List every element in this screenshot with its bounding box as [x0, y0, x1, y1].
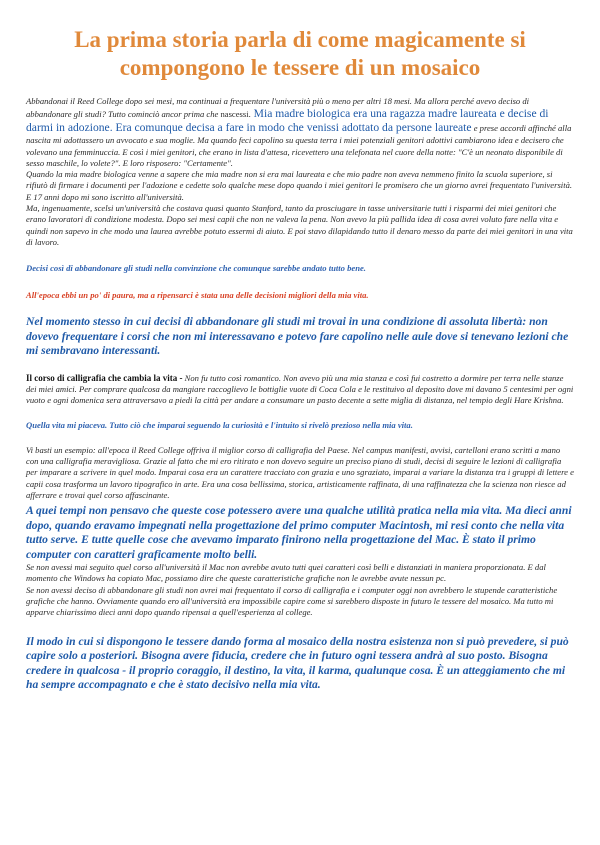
intro-text: Abbandonai il Reed College dopo sei mesi, ma continuai a frequentare l'università più o meno per altri 18 mesi. Ma allora perché avevo deciso di abbandonare gli studi? Tutto cominciò ancor prima che	[26, 96, 530, 120]
quote-freedom: Nel momento stesso in cui decisi di abbandonare gli studi mi trovai in una condizione di assoluta libertà: non dovevo frequentare i corsi che non mi interessavano e potevo fare capolino nelle aule dove si tenevano lezioni che mi sembravano interessanti.	[26, 315, 569, 358]
quote-trust: Il modo in cui si dispongono le tessere dando forma al mosaico della nostra esistenza non si può prevedere, si può capire solo a posteriori. Bisogna avere fiducia, credere che in futuro ogni tessera andrà al suo posto. Bisogna credere in qualcosa - il proprio coraggio, il destino, la vita, il karma, qualunque cosa. È un atteggiamento che mi ha sempre accompagnato e che è stato decisivo nella mia vita.	[26, 634, 569, 692]
intro-highlight: Mia madre biologica era una ragazza madre laureata e decise di darmi in adozione. Era comunque decisa a fare in modo che venissi adottato da persone laureate	[26, 107, 549, 135]
calligraphy-intro-text: Non fu tutto così romantico. Non avevo più una mia stanza e così fui costretto a dormire per terra nelle stanze dei miei amici. Per comprare qualcosa da mangiare raccoglievo le bottiglie vuote di Coca Cola e le restituivo al deposito dove mi davano 5 centesimi per ogni vuoto e ogni domenica sera attraversavo a piedi la città per andare a consumare un pasto decente a sette miglia di distanza, nel tempio degli Hare Krishna.	[26, 372, 574, 406]
paragraph-intro	[26, 96, 574, 169]
quote-fear: All'epoca ebbi un po' di paura, ma a ripensarci è stata una delle decisioni migliori della mia vita.	[26, 290, 369, 301]
section-title: Il corso di calligrafia che cambia la vita -	[26, 372, 183, 383]
paragraph-university-cost: Ma, ingenuamente, scelsi un'università che costava quasi quanto Stanford, tanto da prosciugare in tasse universitarie tutti i risparmi dei miei genitori che erano lavoratori di condizione modesta. Dopo sei mesi capii che non ne valeva la pena. Non avevo la più pallida idea di cosa avrei voluto fare nella vita e quindi non sapevo in che modo una laurea avrebbe potuto essermi di aiuto. E poi stavo dilapidando tutto il denaro messo da parte dei miei genitori in una vita di lavoro.	[26, 203, 573, 247]
paragraph-mac-fonts: Se non avessi mai seguito quel corso all'università il Mac non avrebbe avuto tutti quei caratteri così belli e distanziati in maniera proporzionata. E dal momento che Windows ha copiato Mac, possiamo dire che queste caratteristiche grafiche non le avrebbe avute nessun pc.	[26, 562, 546, 584]
paragraph-calligraphy-intro	[26, 373, 574, 407]
quote-decision: Decisi così di abbandonare gli studi nella convinzione che comunque sarebbe andato tutto bene.	[26, 263, 366, 274]
document-title: La prima storia parla di come magicamente si compongono le tessere di un mosaico	[74, 27, 526, 80]
intro-text-continued: e prese accordi affinché alla nascita mi adottassero un avvocato e sua moglie. Ma quando feci capolino su questa terra i miei potenziali genitori adottivi cambiarono idea e decisero che volevano una femminuccia. E così i miei genitori, che erano in lista d'attesa, ricevettero una telefonata nel cuore della notte: "C'è un neonato disponibile di sesso maschile, lo volete?". E loro risposero: "Certamente".	[26, 123, 572, 168]
paragraph-connecting-dots: Se non avessi deciso di abbandonare gli studi non avrei mai frequentato il corso di calligrafia e i computer oggi non avrebbero le stupende caratteristiche grafiche che hanno. Ovviamente quando ero all'università era impossibile capire come si sarebbero disposte in futuro le tessere del mosaico. Ma tutto mi apparve chiarissimo dieci anni dopo quando ripensai a quell'esperienza al college.	[26, 584, 558, 618]
quote-macintosh: A quei tempi non pensavo che queste cose potessero avere una qualche utilità pratica nella mia vita. Ma dieci anni dopo, quando eravamo impegnati nella progettazione del primo computer Macintosh, mi resi conto che nella vita tutto serve. E tutte quelle cose che avevamo imparato finirono nella progettazione del Mac. È stato il primo computer con caratteri graficamente molto belli.	[26, 504, 572, 561]
quote-curiosity: Quella vita mi piaceva. Tutto ciò che imparai seguendo la curiosità e l'intuito si rivelò prezioso nella mia vita.	[26, 419, 413, 430]
intro-nascessi: nascessi.	[220, 109, 251, 120]
paragraph-reed-college: Vi basti un esempio: all'epoca il Reed College offriva il miglior corso di calligrafia del Paese. Nel campus manifesti, avvisi, cartelloni erano scritti a mano con una calligrafia meravigliosa. Grazie al fatto che mi ero ritirato e non dovevo seguire un preciso piano di studi, decisi di seguire le lezioni di calligrafia per imparare a scrivere in quel modo. Imparai cosa era un carattere tracciato con grazia e uno sgraziato, imparai a variare la distanza tra i gruppi di lettere e capii cosa trasforma un lavoro tipografico in arte. Era una cosa bellissima, storica, artisticamente raffinata, di una raffinatezza che la scienza non riesce ad afferrare e trovai quel corso affascinante.	[26, 444, 574, 500]
paragraph-biological-mother: Quando la mia madre biologica venne a sapere che mia madre non si era mai laureata e che mio padre non aveva nemmeno finito la scuola superiore, si rifiutò di firmare i documenti per l'adozione e cedette solo qualche mese dopo quando i miei genitori le promisero che un giorno avrei frequentato l'università. E 17 anni dopo mi sono iscritto all'università.	[26, 169, 573, 202]
